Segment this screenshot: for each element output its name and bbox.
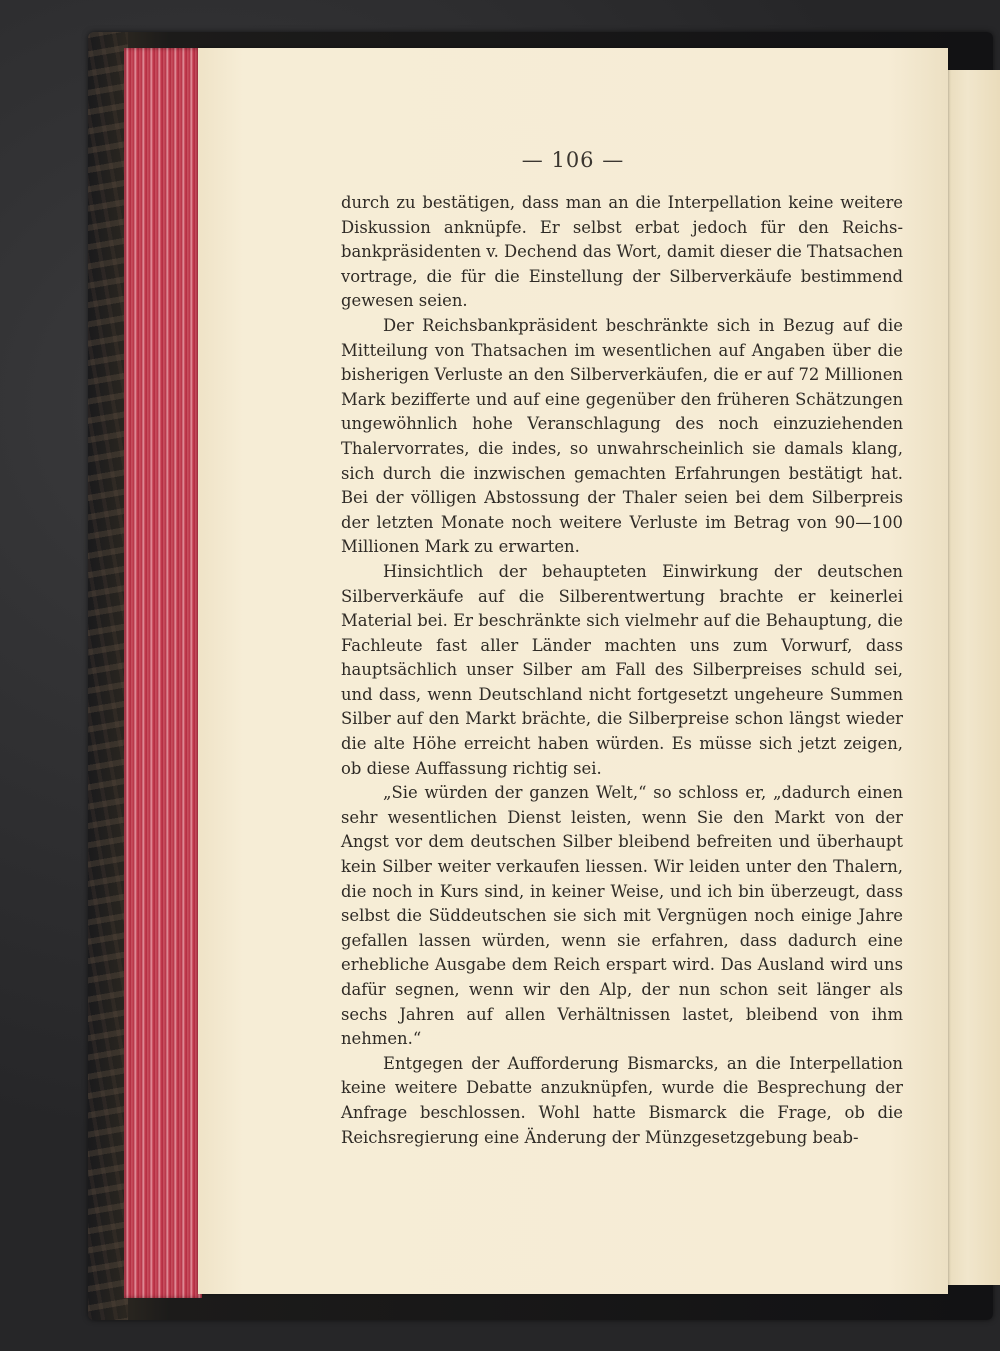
paragraph-2: Der Reichsbankpräsident beschränkte sich in Bezug auf die Mitteilung von Thatsachen im wesentlichen auf Angaben über die bisherigen Verluste an den Silberverkäufen, die er auf 72 Millionen Mark bezifferte und auf eine gegenüber den früheren Schätzungen ungewöhnlich hohe Veranschlagung des noch einzuziehenden Thalervorrates, die indes, so unwahrscheinlich sie damals klang, sich durch die inzwischen gemachten Erfahrungen bestätigt hat. Bei der völligen Abstossung der Thaler seien bei dem Silberpreis der letzten Monate noch weitere Verluste im Betrag von 90—100 Millionen Mark zu erwarten. [341, 315, 903, 557]
page-number: — 106 — [521, 148, 625, 172]
marbled-cover-edge [88, 32, 128, 1320]
red-page-edges [124, 48, 202, 1298]
paragraph-3: Hinsichtlich der behaupteten Einwirkung der deutschen Silberverkäufe auf die Silberentwertung brachte er keinerlei Material bei. Er beschränkte sich vielmehr auf die Behauptung, die Fachleute fast aller Länder machten uns zum Vorwurf, dass hauptsächlich unser Silber am Fall des Silberpreises schuld sei, und dass, wenn Deutschland nicht fortgesetzt ungeheure Summen Silber auf den Markt brächte, die Silberpreise schon längst wieder die alte Höhe erreicht haben würden. Es müsse sich jetzt zeigen, ob diese Auffassung richtig sei. [341, 561, 903, 778]
body-text [341, 191, 903, 1150]
paragraph-1: durch zu bestätigen, dass man an die Interpellation keine weitere Diskussion anknüpfe. Er selbst erbat jedoch für den Reichsbankpräsidenten v. Dechend das Wort, damit dieser die Thatsachen vortrage, die für die Einstellung der Silberverkäufe bestimmend gewesen seien. [341, 193, 904, 311]
paragraph-4: „Sie würden der ganzen Welt,“ so schloss er, „dadurch einen sehr wesentlichen Dienst leisten, wenn Sie den Markt von der Angst vor dem deutschen Silber bleibend befreiten und überhaupt kein Silber weiter verkaufen liessen. Wir leiden unter den Thalern, die noch in Kurs sind, in keiner Weise, und ich bin überzeugt, dass selbst die Süddeutschen sie sich mit Vergnügen noch einige Jahre gefallen lassen würden, wenn sie erfahren, dass dadurch eine erhebliche Ausgabe dem Reich erspart wird. Das Ausland wird uns dafür segnen, wenn wir den Alp, der nun schon seit länger als sechs Jahren auf allen Verhältnissen lastet, bleibend von ihm nehmen.“ [341, 783, 903, 1049]
facing-page-edge [946, 70, 1000, 1285]
paragraph-5: Entgegen der Aufforderung Bismarcks, an die Interpellation keine weitere Debatte anzuknüpfen, wurde die Besprechung der Anfrage beschlossen. Wohl hatte Bismarck die Frage, ob die Reichsregierung eine Änderung der Münzgesetzgebung beab- [341, 1053, 903, 1147]
